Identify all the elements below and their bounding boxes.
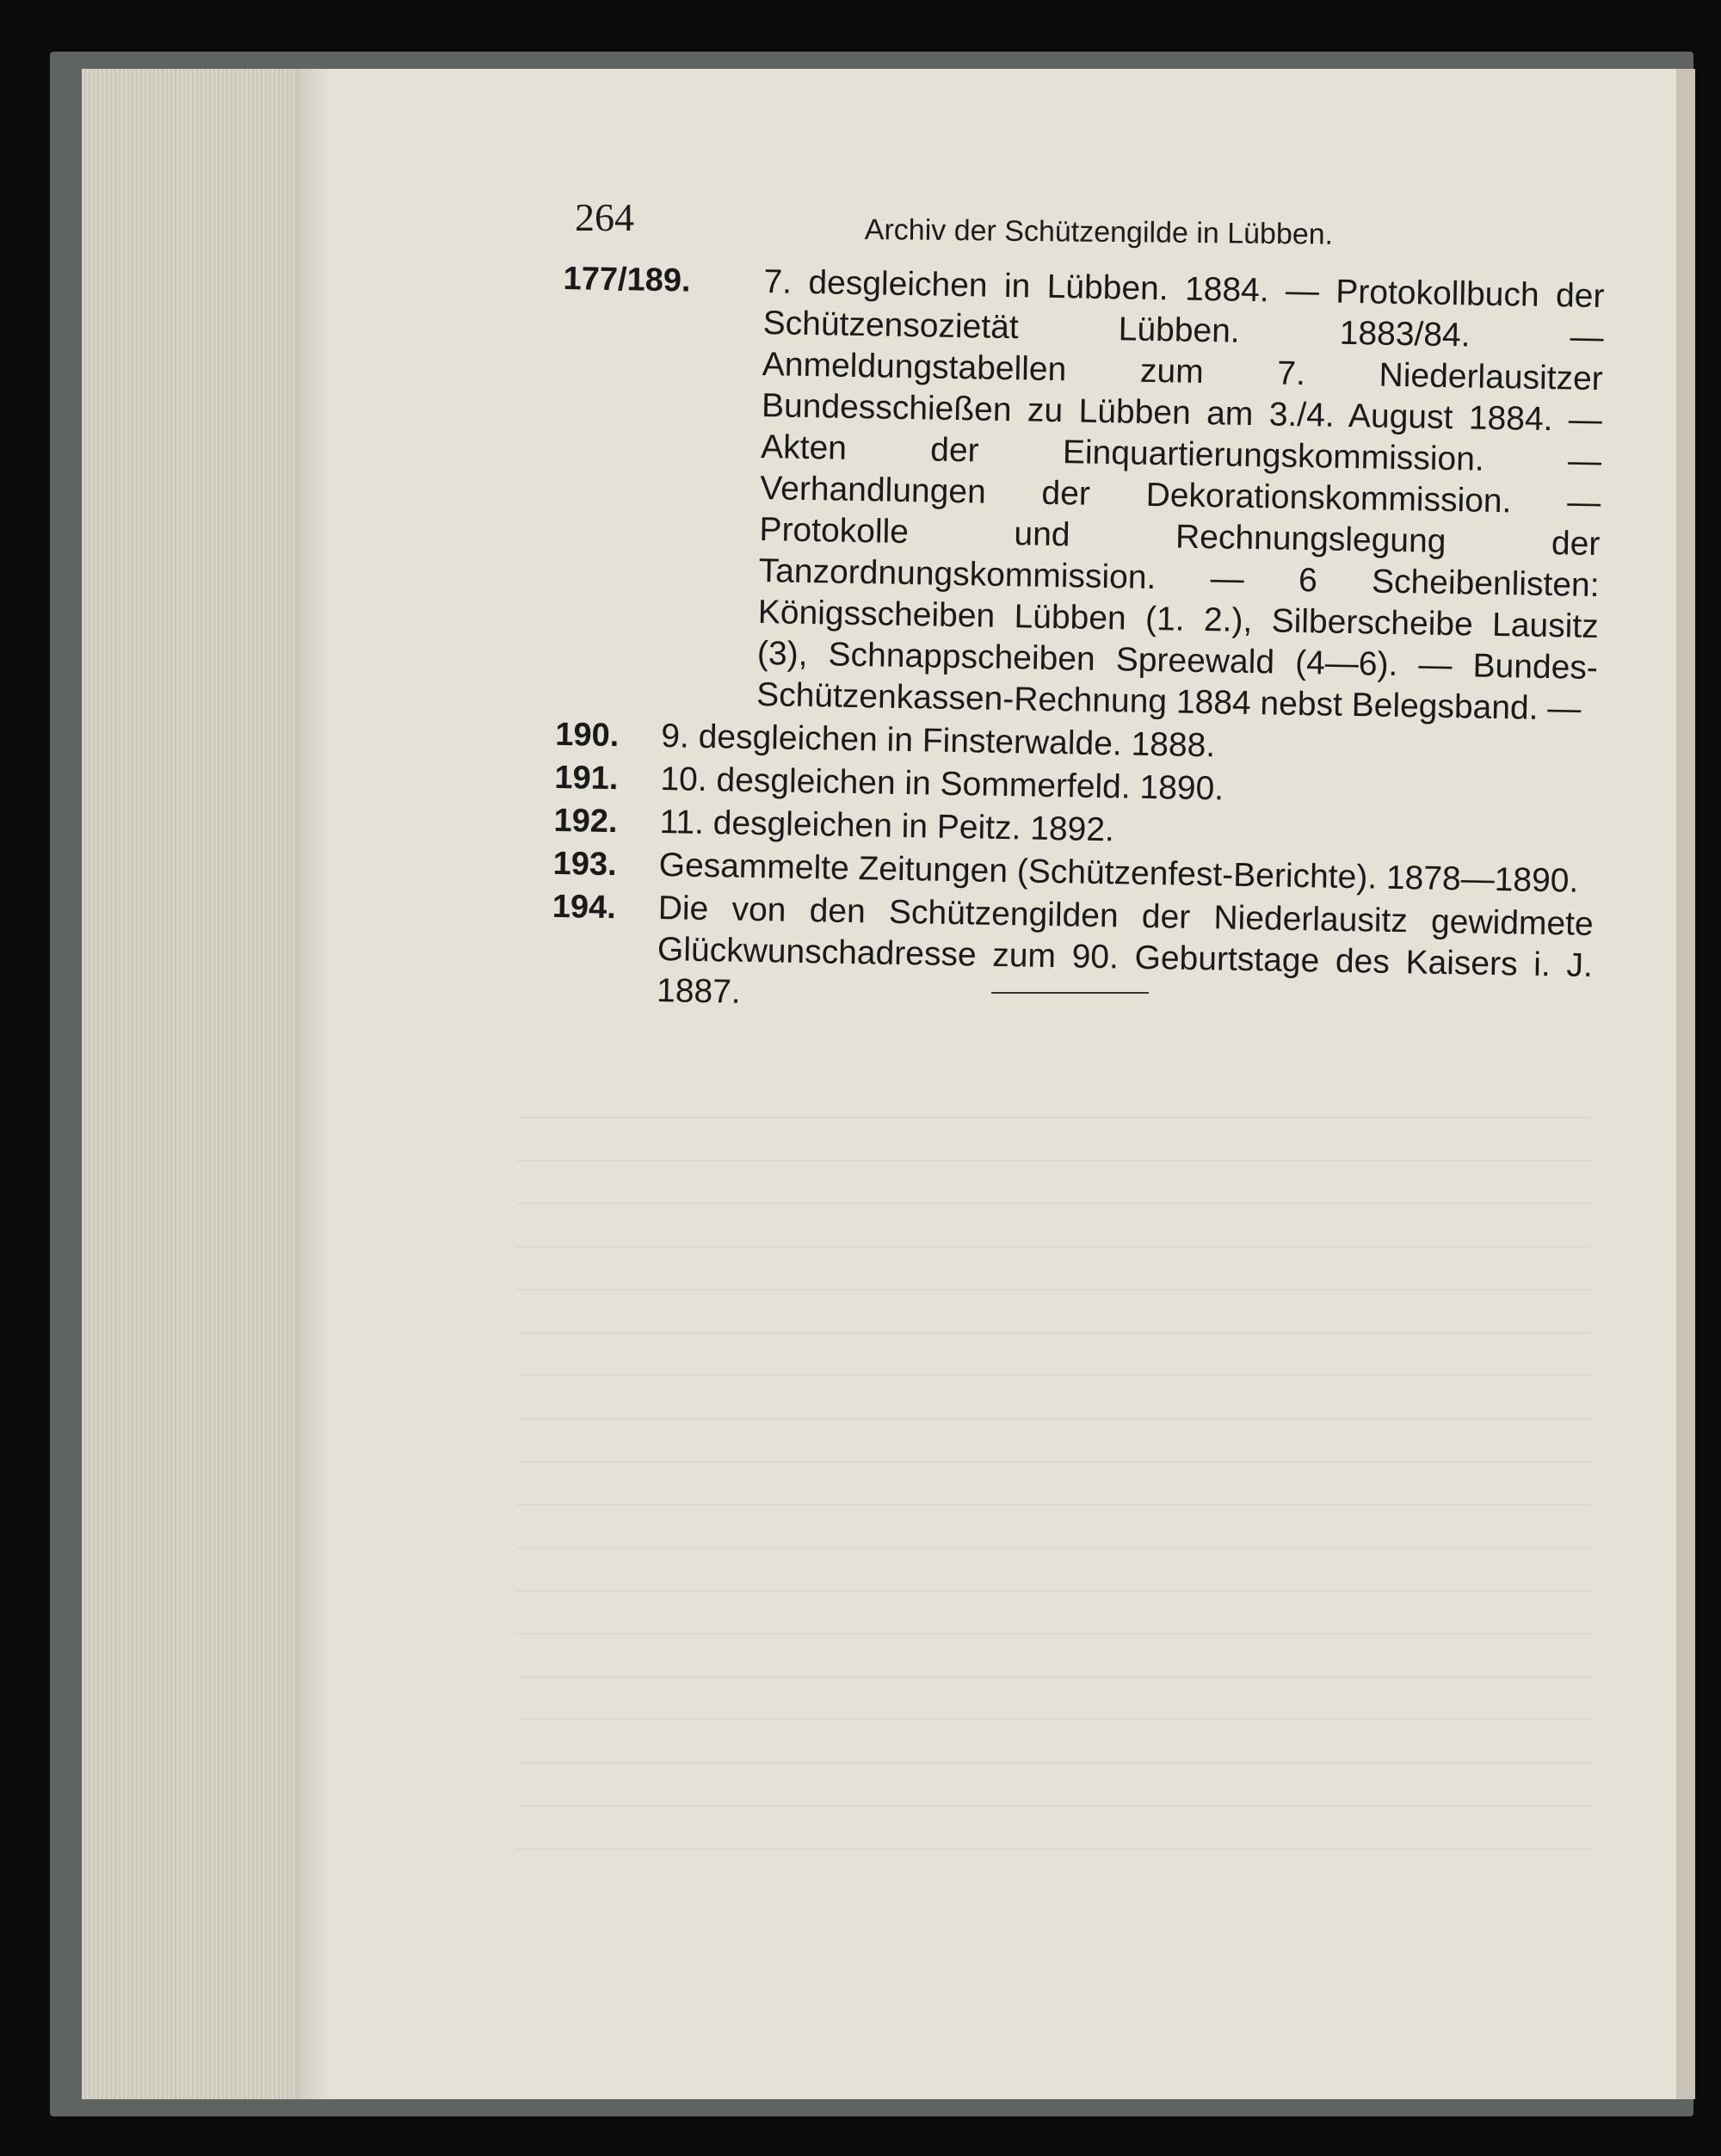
entry-text: 9. desgleichen in Finsterwalde. 1888. (660, 718, 1216, 765)
entry-number: 194. (552, 888, 617, 927)
entry-text: 7. desgleichen in Lübben. 1884. — Protokollbuch der Schützensozietät Lübben. 1883/84. — Anmeldungstabellen zum 7. Niederlausitzer Bundesschießen zu Lübben am 3./4. August 1884. — Akten der Einquartierungskommission. — Verhandlungen der Dekorationskommission. — Protokolle und Rechnungslegung der Tanzordnungskommission. — 6 Scheibenlisten: Königsscheiben Lübben (1. 2.), Silberscheibe Lausitz (3), Schnappscheiben Spreewald (4—6). — Bundes-Schützenkassen-Rechnung 1884 nebst Belegsband. — (756, 263, 1605, 728)
entry-text: Gesammelte Zeitungen (Schützenfest-Berichte). 1878—1890. (658, 847, 1579, 900)
entry-number: 192. (553, 802, 618, 841)
entry-194 (551, 886, 1594, 1028)
show-through (516, 1075, 1592, 1850)
entry-number: 193. (552, 845, 618, 884)
page-edges (82, 69, 297, 2099)
entry-177-189 (556, 258, 1605, 730)
entry-number: 191. (554, 759, 619, 798)
gutter-shadow (297, 69, 331, 2099)
entry-text: 11. desgleichen in Peitz. 1892. (659, 804, 1115, 849)
archive-entries (551, 258, 1605, 1030)
running-head: Archiv der Schützengilde in Lübben. (864, 213, 1334, 251)
entry-number: 177/189. (563, 260, 691, 299)
entry-text: Die von den Schützengilden der Niederlausitz gewidmete Glückwunschadresse zum 90. Geburtstage des Kaisers i. J. 1887. (656, 890, 1595, 1011)
section-end-rule (991, 992, 1149, 994)
right-page-edge (1676, 69, 1695, 2099)
entry-number: 190. (554, 716, 620, 755)
page-number: 264 (575, 195, 634, 239)
entry-text: 10. desgleichen in Sommerfeld. 1890. (660, 761, 1224, 808)
